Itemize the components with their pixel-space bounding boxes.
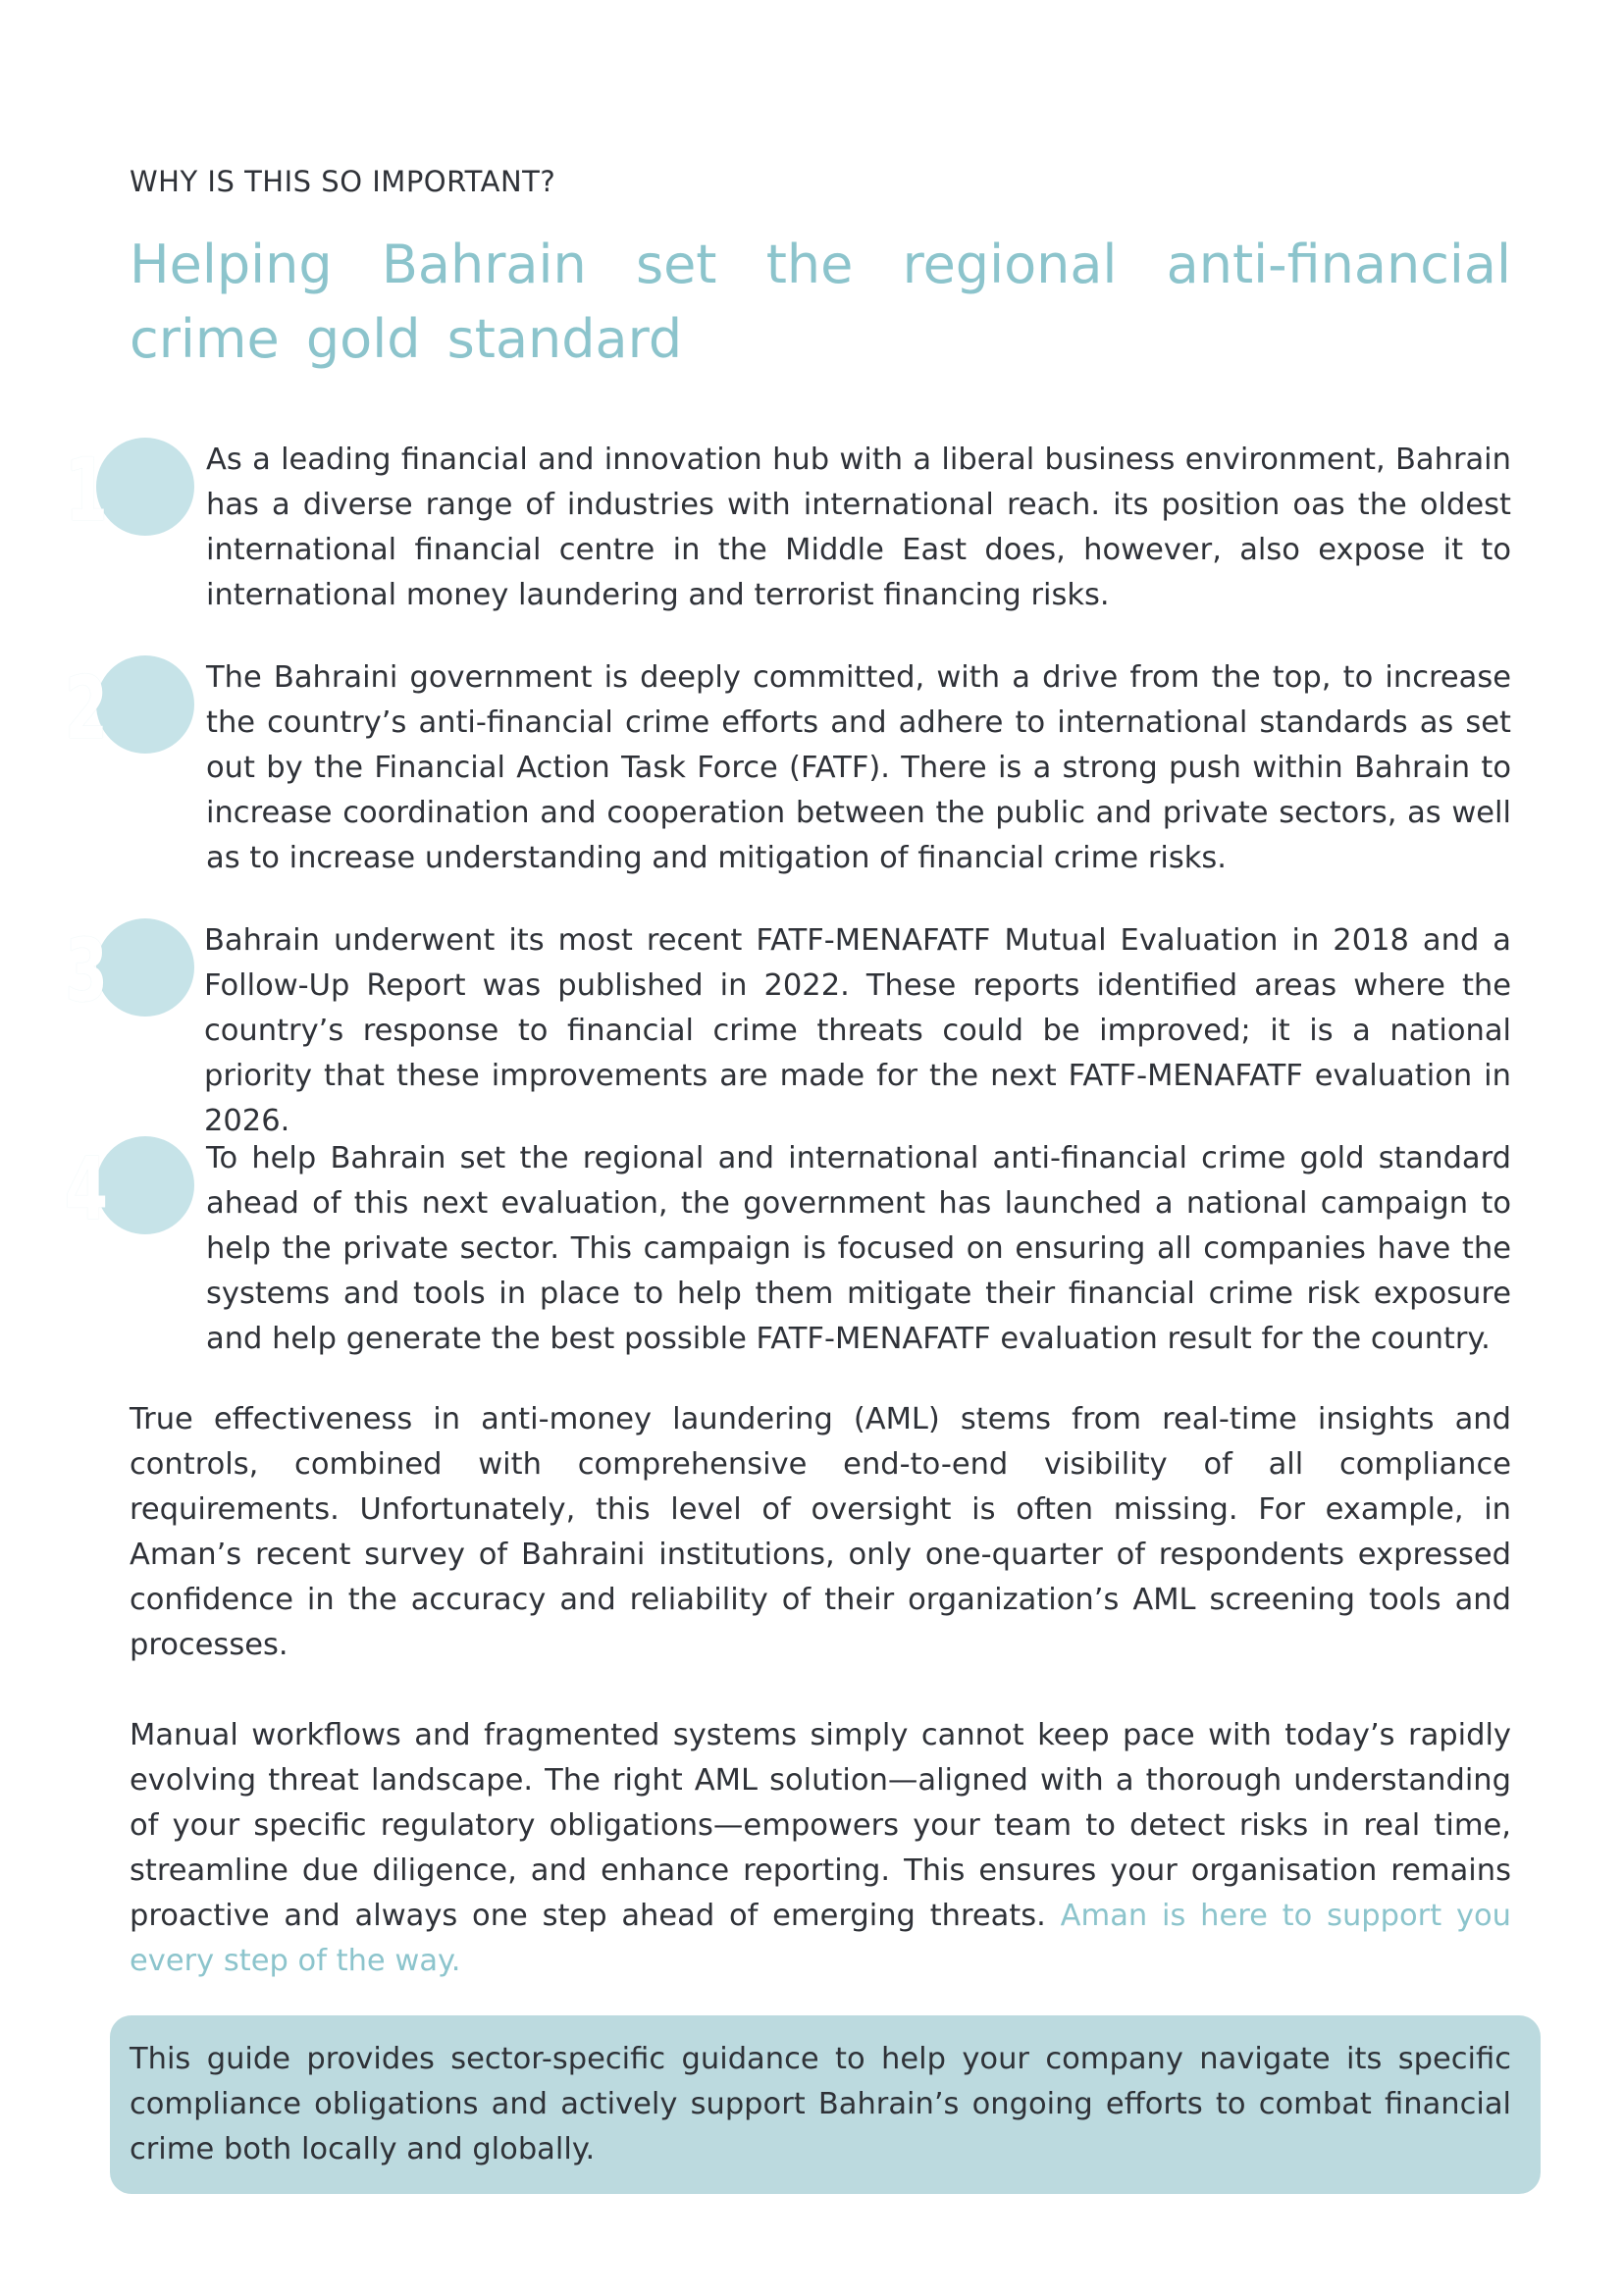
badge-circle xyxy=(96,918,194,1017)
page-title: Helping Bahrain set the regional anti-financial crime gold standard xyxy=(130,234,1511,370)
section-eyebrow: WHY IS THIS SO IMPORTANT? xyxy=(130,165,556,198)
body-paragraph-1: True effectiveness in anti-money laundering (AML) stems from real-time insights and controls, combined with comprehensive end-to-end visibility of all compliance requirements. Unfortunately, this level of oversight is often missing. For example, in Aman’s recent survey of Bahraini institutions, only one-quarter of respondents expressed confidence in the accuracy and reliability of their organization’s AML screening tools and processes. xyxy=(130,1402,1511,1662)
number-badge xyxy=(59,1136,186,1244)
badge-number: 2 xyxy=(65,657,109,758)
guide-callout-box xyxy=(110,2015,1541,2194)
numbered-item-text: As a leading financial and innovation hub with a liberal business environment, Bahrain has a diverse range of industries with international reach. its position oas the oldest international financial centre in the Middle East does, however, also expose it to international money laundering and terrorist financing risks. xyxy=(206,443,1511,612)
number-badge xyxy=(59,918,186,1026)
callout-text: This guide provides sector-specific guidance to help your company navigate its specific compliance obligations and actively support Bahrain’s ongoing efforts to combat financial crime both locally and globally. xyxy=(130,2042,1511,2166)
badge-number: 1 xyxy=(65,440,109,541)
badge-circle xyxy=(96,1136,194,1234)
numbered-item-text: The Bahraini government is deeply committed, with a drive from the top, to increase the country’s anti-financial crime efforts and adhere to international standards as set out by the Financial Action Task Force (FATF). There is a strong push within Bahrain to increase coordination and cooperation between the public and private sectors, as well as to increase understanding and mitigation of financial crime risks. xyxy=(206,660,1511,875)
body-paragraph-2 xyxy=(130,1713,1511,1984)
body-paragraph-2-text: Manual workflows and fragmented systems simply cannot keep pace with today’s rapidly evolving threat landscape. The right AML solution—aligned with a thorough understanding of your specific regulatory obligations—empowers your team to detect risks in real time, streamline due diligence, and enhance reporting. This ensures your organisation remains proactive and always one step ahead of emerging threats. xyxy=(130,1718,1511,1933)
badge-circle xyxy=(96,655,194,754)
numbered-item-text: Bahrain underwent its most recent FATF-MENAFATF Mutual Evaluation in 2018 and a Follow-Up Report was published in 2022. These reports identified areas where the country’s response to financial crime threats could be improved; it is a national priority that these improvements are made for the next FATF-MENAFATF evaluation in 2026. xyxy=(204,923,1511,1138)
support-highlight: Aman is here to support you every step of the way. xyxy=(130,1899,1511,1978)
badge-number: 3 xyxy=(65,920,109,1021)
badge-number: 4 xyxy=(65,1138,109,1239)
number-badge xyxy=(59,438,186,546)
badge-circle xyxy=(96,438,194,536)
number-badge xyxy=(59,655,186,763)
numbered-item-text: To help Bahrain set the regional and international anti-financial crime gold standard ahead of this next evaluation, the government has launched a national campaign to help the private sector. This campaign is focused on ensuring all companies have the systems and tools in place to help them mitigate their financial crime risk exposure and help generate the best possible FATF-MENAFATF evaluation result for the country. xyxy=(206,1141,1511,1356)
